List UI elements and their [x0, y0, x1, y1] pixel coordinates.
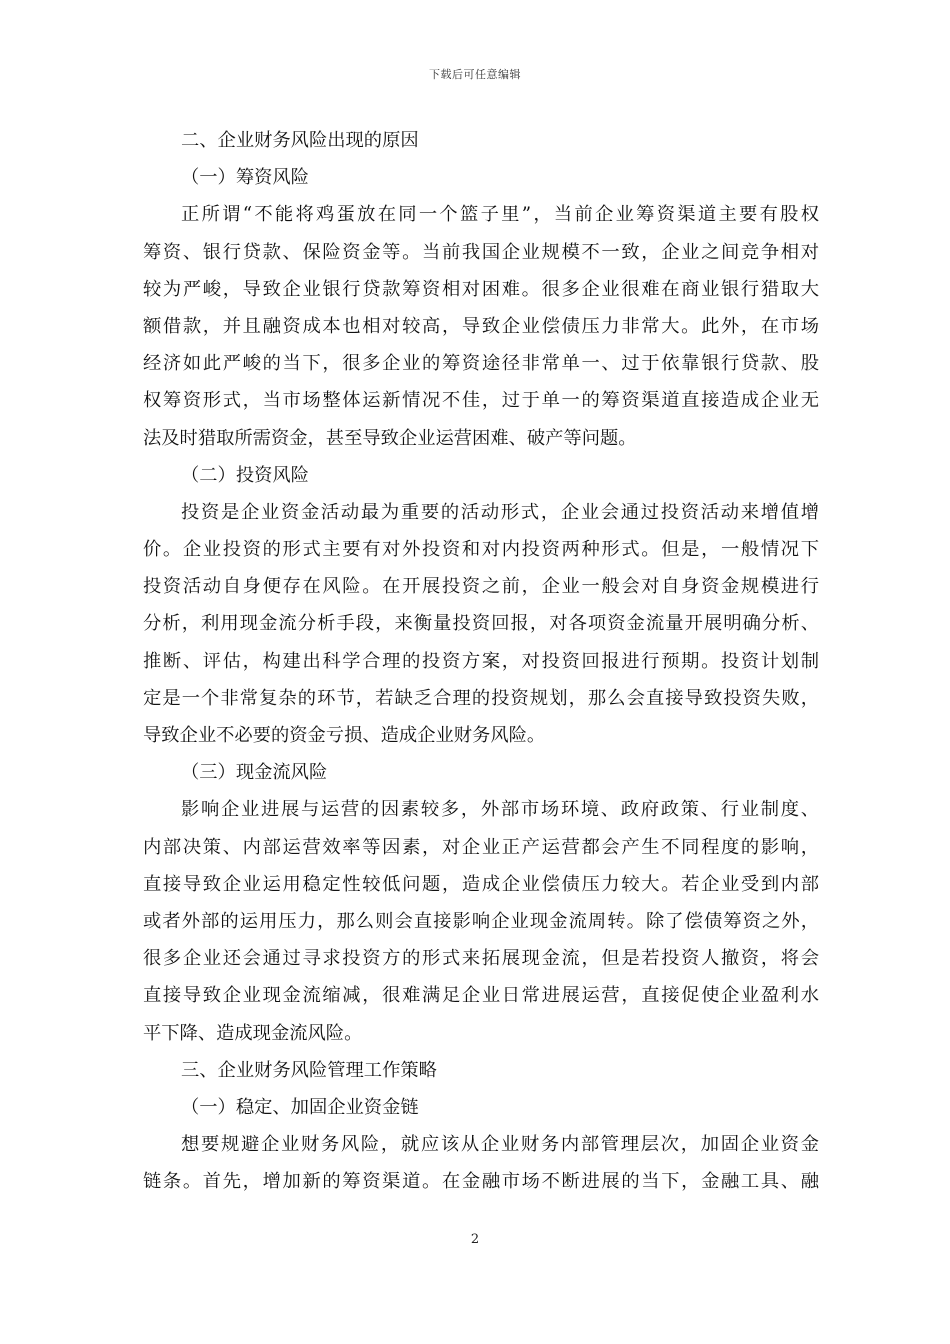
paragraph-line: 很多企业还会通过寻求投资方的形式来拓展现金流，但是若投资人撤资，将会	[143, 948, 819, 970]
paragraph-line: 分析，利用现金流分析手段，来衡量投资回报，对各项资金流量开展明确分析、	[143, 613, 819, 635]
paragraph-line: 经济如此严峻的当下，很多企业的筹资途径非常单一、过于依靠银行贷款、股	[143, 353, 819, 375]
paragraph-line: 或者外部的运用压力，那么则会直接影响企业现金流周转。除了偿债筹资之外，	[143, 910, 819, 932]
paragraph-line: 导致企业不必要的资金亏损、造成企业财务风险。	[143, 725, 546, 746]
paragraph-line: 较为严峻，导致企业银行贷款筹资相对困难。很多企业很难在商业银行猎取大	[143, 278, 819, 300]
paragraph-line: 额借款，并且融资成本也相对较高，导致企业偿债压力非常大。此外，在市场	[143, 315, 819, 337]
paragraph-line: 直接导致企业运用稳定性较低问题，造成企业偿债压力较大。若企业受到内部	[143, 873, 819, 895]
paragraph-line: 投资是企业资金活动最为重要的活动形式，企业会通过投资活动来增值增	[181, 501, 819, 523]
paragraph-line: 想要规避企业财务风险，就应该从企业财务内部管理层次，加固企业资金	[181, 1134, 819, 1156]
document-body	[143, 122, 819, 1200]
page-number: 2	[470, 1232, 480, 1247]
paragraph-line: 直接导致企业现金流缩减，很难满足企业日常进展运营，直接促使企业盈利水	[143, 985, 819, 1007]
subsection-heading: （二）投资风险	[181, 464, 309, 486]
paragraph-line: 筹资、银行贷款、保险资金等。当前我国企业规模不一致，企业之间竞争相对	[143, 241, 819, 263]
paragraph-line: 链条。首先，增加新的筹资渠道。在金融市场不断进展的当下，金融工具、融	[143, 1171, 819, 1193]
subsection-heading: （一）筹资风险	[181, 167, 309, 189]
paragraph-line: 权筹资形式，当市场整体运新情况不佳，过于单一的筹资渠道直接造成企业无	[143, 390, 819, 412]
paragraph-line: 价。企业投资的形式主要有对外投资和对内投资两种形式。但是，一般情况下	[143, 539, 819, 561]
section-heading: 二、企业财务风险出现的原因	[181, 130, 419, 151]
paragraph-line: 投资活动自身便存在风险。在开展投资之前，企业一般会对自身资金规模进行	[143, 576, 819, 598]
paragraph-line: 法及时猎取所需资金，甚至导致企业运营困难、破产等问题。	[143, 427, 637, 449]
paragraph-line: 影响企业进展与运营的因素较多，外部市场环境、政府政策、行业制度、	[181, 799, 819, 821]
page-header: 下载后可任意编辑	[429, 68, 521, 81]
subsection-heading: （三）现金流风险	[181, 762, 328, 784]
section-heading: 三、企业财务风险管理工作策略	[181, 1059, 437, 1081]
paragraph-line: 平下降、造成现金流风险。	[143, 1022, 363, 1044]
paragraph-line: 推断、评估，构建出科学合理的投资方案，对投资回报进行预期。投资计划制	[143, 650, 819, 672]
paragraph-line: 正所谓“不能将鸡蛋放在同一个篮子里”，当前企业筹资渠道主要有股权	[181, 204, 819, 226]
subsection-heading: （一）稳定、加固企业资金链	[181, 1096, 419, 1118]
paragraph-line: 定是一个非常复杂的环节，若缺乏合理的投资规划，那么会直接导致投资失败，	[143, 687, 819, 709]
paragraph-line: 内部决策、内部运营效率等因素，对企业正产运营都会产生不同程度的影响，	[143, 836, 819, 858]
